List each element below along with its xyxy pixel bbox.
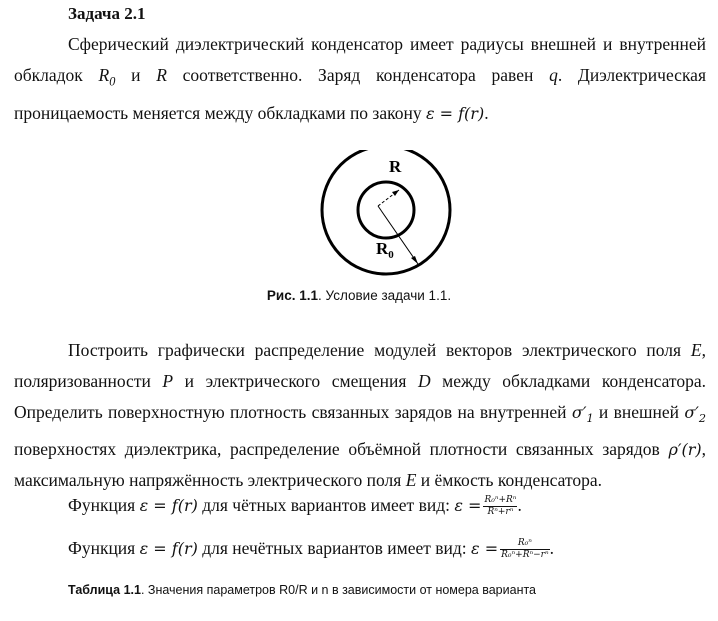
func-even-eq: ε = bbox=[454, 496, 482, 515]
func-odd-text-1: Функция bbox=[68, 538, 140, 558]
task-text-1: Построить графически распределение модулей векторов электрического поля bbox=[68, 340, 691, 360]
var-e-max: E bbox=[405, 470, 417, 491]
var-e: E bbox=[690, 340, 702, 360]
inner-radius-arrowhead bbox=[392, 190, 399, 196]
func-odd-text-2: для нечётных вариантов имеет вид: bbox=[197, 538, 472, 558]
intro-text-2: и bbox=[115, 65, 157, 85]
func-even-law: ε = f(r) bbox=[139, 496, 198, 515]
func-even-fraction bbox=[483, 495, 517, 518]
intro-text-1: Сферический диэлектрический конденсатор имеет радиусы внешней и внутренней обкладок bbox=[14, 34, 706, 85]
task-text-5: и внешней bbox=[593, 402, 685, 422]
func-even-numerator: R₀ⁿ+Rⁿ bbox=[484, 495, 517, 506]
table-caption-number: Таблица 1.1 bbox=[68, 583, 141, 597]
var-r0 bbox=[98, 65, 116, 89]
task-text-2: , поляризованности bbox=[14, 340, 706, 391]
var-sigma1-sub: 1 bbox=[586, 412, 594, 426]
var-sigma1-base: σ′ bbox=[571, 403, 587, 422]
label-outer-radius-sub: 0 bbox=[388, 249, 394, 261]
figure-caption bbox=[0, 288, 718, 303]
label-outer-radius bbox=[376, 239, 394, 261]
function-odd bbox=[68, 538, 554, 561]
var-rho: ρ′(r) bbox=[668, 440, 702, 460]
var-sigma2 bbox=[684, 403, 707, 426]
figure-caption-text: . Условие задачи 1.1. bbox=[318, 288, 452, 303]
capacitor-diagram bbox=[316, 150, 456, 290]
var-d: D bbox=[417, 371, 431, 391]
func-even-denominator: Rⁿ+rⁿ bbox=[487, 507, 514, 518]
var-r0-base: R bbox=[98, 65, 110, 85]
permittivity-law: ε = f(r) bbox=[425, 103, 485, 123]
func-even-text-2: для чётных вариантов имеет вид: bbox=[197, 495, 455, 515]
intro-text-5: . bbox=[484, 102, 489, 123]
figure-caption-number: Рис. 1.1 bbox=[266, 288, 319, 303]
intro-text-4: . Диэлектрическая проницаемость меняется между обкладками по закону bbox=[14, 65, 706, 123]
intro-text-3: соответственно. Заряд конденсатора равен bbox=[166, 65, 550, 85]
func-even-text-1: Функция bbox=[68, 495, 140, 515]
func-odd-denominator: R₀ⁿ+Rⁿ−rⁿ bbox=[501, 550, 549, 561]
func-odd-numerator: R₀ⁿ bbox=[500, 538, 550, 550]
table-caption-text: . Значения параметров R0/R и n в зависимости от номера варианта bbox=[140, 583, 537, 597]
var-q: q bbox=[549, 65, 558, 85]
table-caption bbox=[68, 583, 536, 597]
task-text-3: и электрического смещения bbox=[173, 371, 418, 391]
var-p: P bbox=[162, 371, 174, 391]
var-r: R bbox=[156, 65, 167, 85]
func-odd-fraction bbox=[500, 538, 550, 561]
task-text-6: поверхностях диэлектрика, распределение объёмной плотности связанных зарядов bbox=[14, 439, 669, 460]
func-odd-eq: ε = bbox=[471, 539, 499, 558]
var-r0-sub: 0 bbox=[109, 74, 116, 89]
problem-title: Задача 2.1 bbox=[68, 4, 146, 23]
inner-sphere bbox=[358, 182, 414, 238]
func-even-end: . bbox=[517, 495, 522, 515]
var-sigma2-base: σ′ bbox=[684, 403, 699, 422]
var-sigma1 bbox=[571, 403, 594, 426]
task-statement bbox=[14, 335, 706, 496]
func-odd-law: ε = f(r) bbox=[139, 539, 198, 558]
label-outer-radius-base: R bbox=[376, 239, 389, 258]
task-text-4: между обкладками конденсатора. Определить поверхностную плотность связанных зарядов на внутренней bbox=[14, 371, 706, 422]
task-text-8: и ёмкость конденсатора. bbox=[416, 470, 603, 491]
var-sigma2-sub: 2 bbox=[698, 412, 707, 426]
func-odd-end: . bbox=[549, 538, 554, 558]
outer-radius-arrowhead bbox=[411, 256, 418, 264]
function-even bbox=[68, 495, 522, 518]
label-inner-radius: R bbox=[389, 157, 402, 176]
problem-statement bbox=[14, 29, 706, 129]
task-text-7: , максимальную напряжённость электрического поля bbox=[14, 439, 706, 491]
